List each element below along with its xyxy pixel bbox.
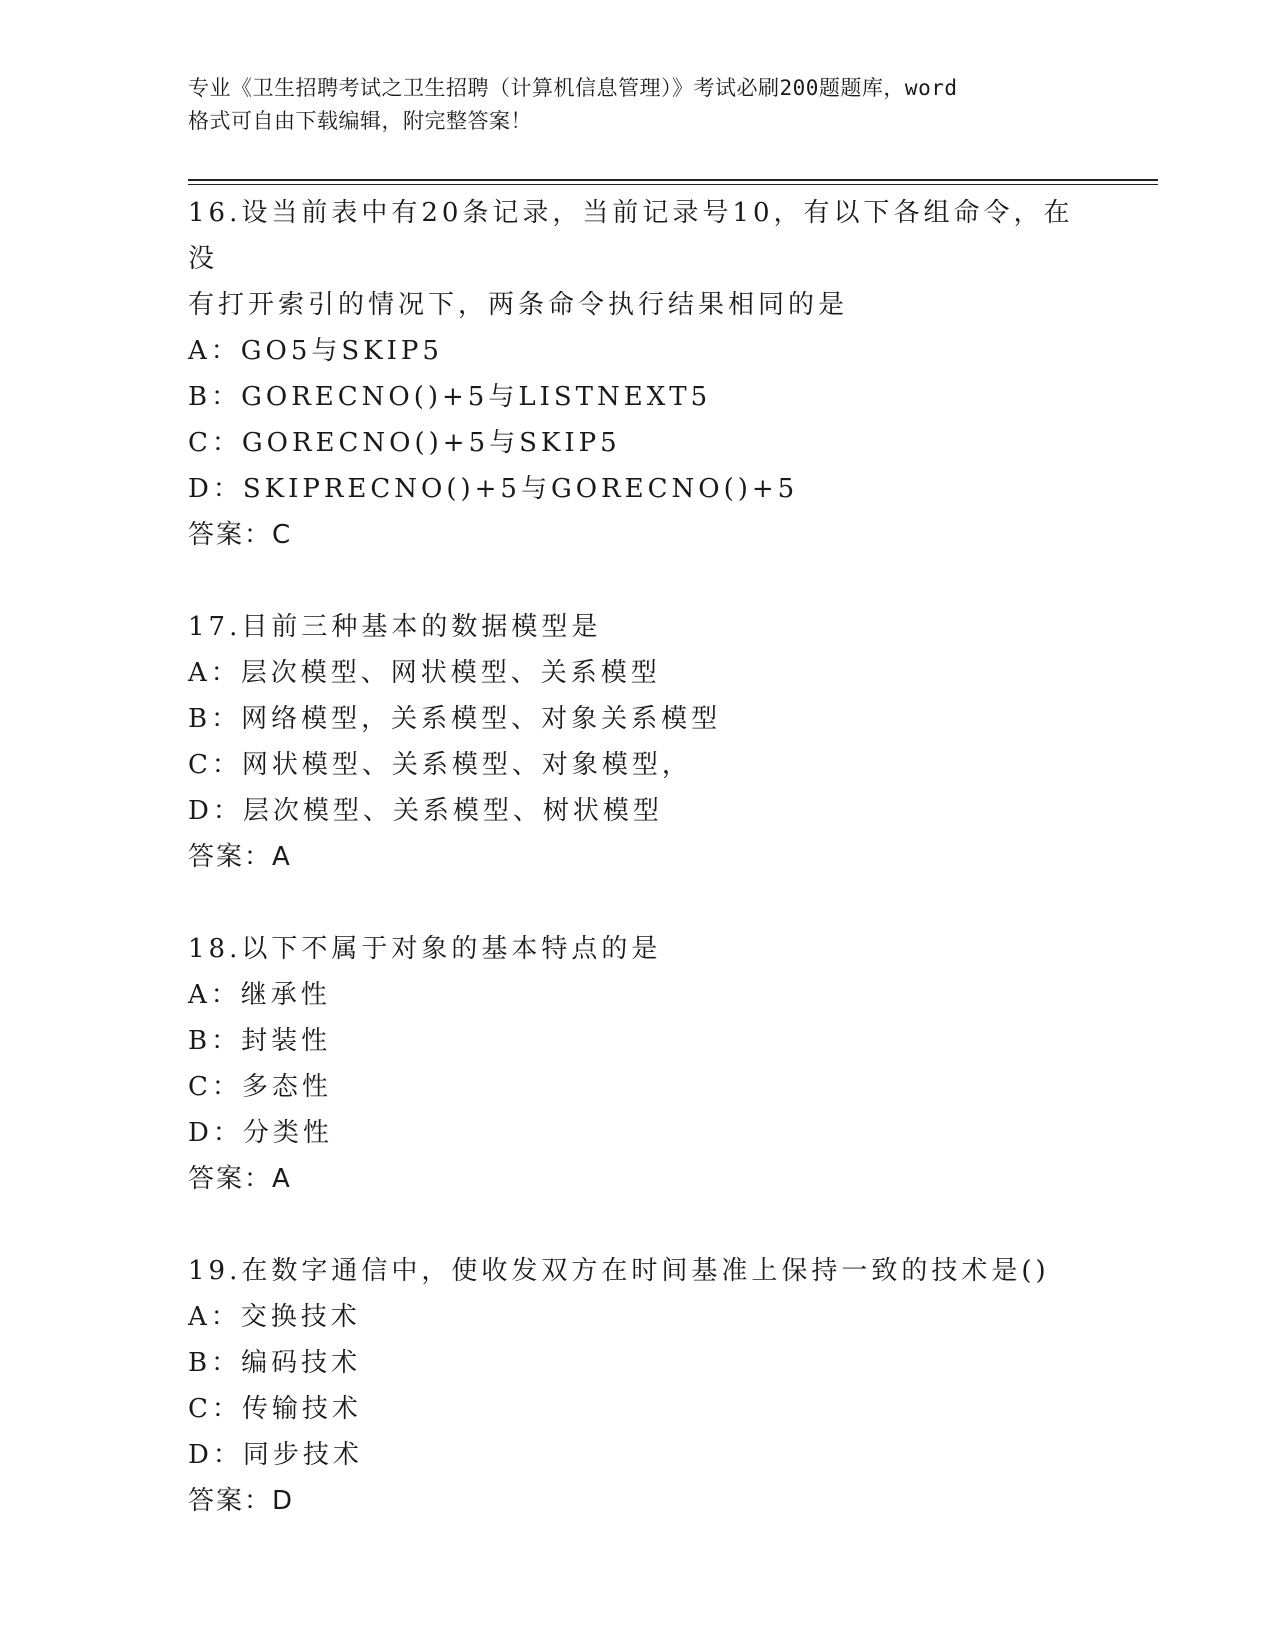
question-18 bbox=[188, 926, 1088, 1202]
document-header bbox=[188, 72, 1088, 138]
option-c: C：GORECNO()+5与SKIP5 bbox=[188, 428, 621, 458]
question-stem: 18.以下不属于对象的基本特点的是 bbox=[188, 934, 662, 964]
option-b: B：网络模型，关系模型、对象关系模型 bbox=[188, 704, 722, 734]
option-d: D：同步技术 bbox=[188, 1440, 363, 1470]
option-a: A：层次模型、网状模型、关系模型 bbox=[188, 658, 661, 688]
option-d: D：层次模型、关系模型、树状模型 bbox=[188, 796, 663, 826]
option-d: D：分类性 bbox=[188, 1118, 333, 1148]
question-stem: 19.在数字通信中，使收发双方在时间基准上保持一致的技术是() bbox=[188, 1256, 1050, 1286]
header-line-2: 格式可自由下载编辑，附完整答案！ bbox=[188, 109, 532, 133]
option-d: D：SKIPRECNO()+5与GORECNO()+5 bbox=[188, 474, 799, 504]
header-line-1: 专业《卫生招聘考试之卫生招聘（计算机信息管理）》考试必刷200题题库，word bbox=[188, 76, 958, 100]
option-b: B：编码技术 bbox=[188, 1348, 362, 1378]
option-a: A：交换技术 bbox=[188, 1302, 361, 1332]
option-b: B：GORECNO()+5与LISTNEXT5 bbox=[188, 382, 712, 412]
option-c: C：传输技术 bbox=[188, 1394, 362, 1424]
question-stem: 16.设当前表中有20条记录，当前记录号10，有以下各组命令，在没 bbox=[188, 198, 1074, 274]
answer-line: 答案：D bbox=[188, 1486, 295, 1516]
option-c: C：网状模型、关系模型、对象模型， bbox=[188, 750, 692, 780]
option-a: A：继承性 bbox=[188, 980, 331, 1010]
option-c: C：多态性 bbox=[188, 1072, 332, 1102]
question-16 bbox=[188, 190, 1088, 558]
question-stem-continued: 有打开索引的情况下，两条命令执行结果相同的是 bbox=[188, 290, 849, 320]
question-17 bbox=[188, 604, 1088, 880]
answer-line: 答案：A bbox=[188, 842, 292, 872]
question-stem: 17.目前三种基本的数据模型是 bbox=[188, 612, 602, 642]
question-19 bbox=[188, 1248, 1088, 1524]
answer-line: 答案：C bbox=[188, 520, 293, 550]
header-divider-thin bbox=[188, 184, 1158, 185]
option-a: A：GO5与SKIP5 bbox=[188, 336, 443, 366]
option-b: B：封装性 bbox=[188, 1026, 332, 1056]
question-list bbox=[188, 190, 1088, 1570]
answer-line: 答案：A bbox=[188, 1164, 292, 1194]
header-divider-thick bbox=[188, 179, 1158, 181]
